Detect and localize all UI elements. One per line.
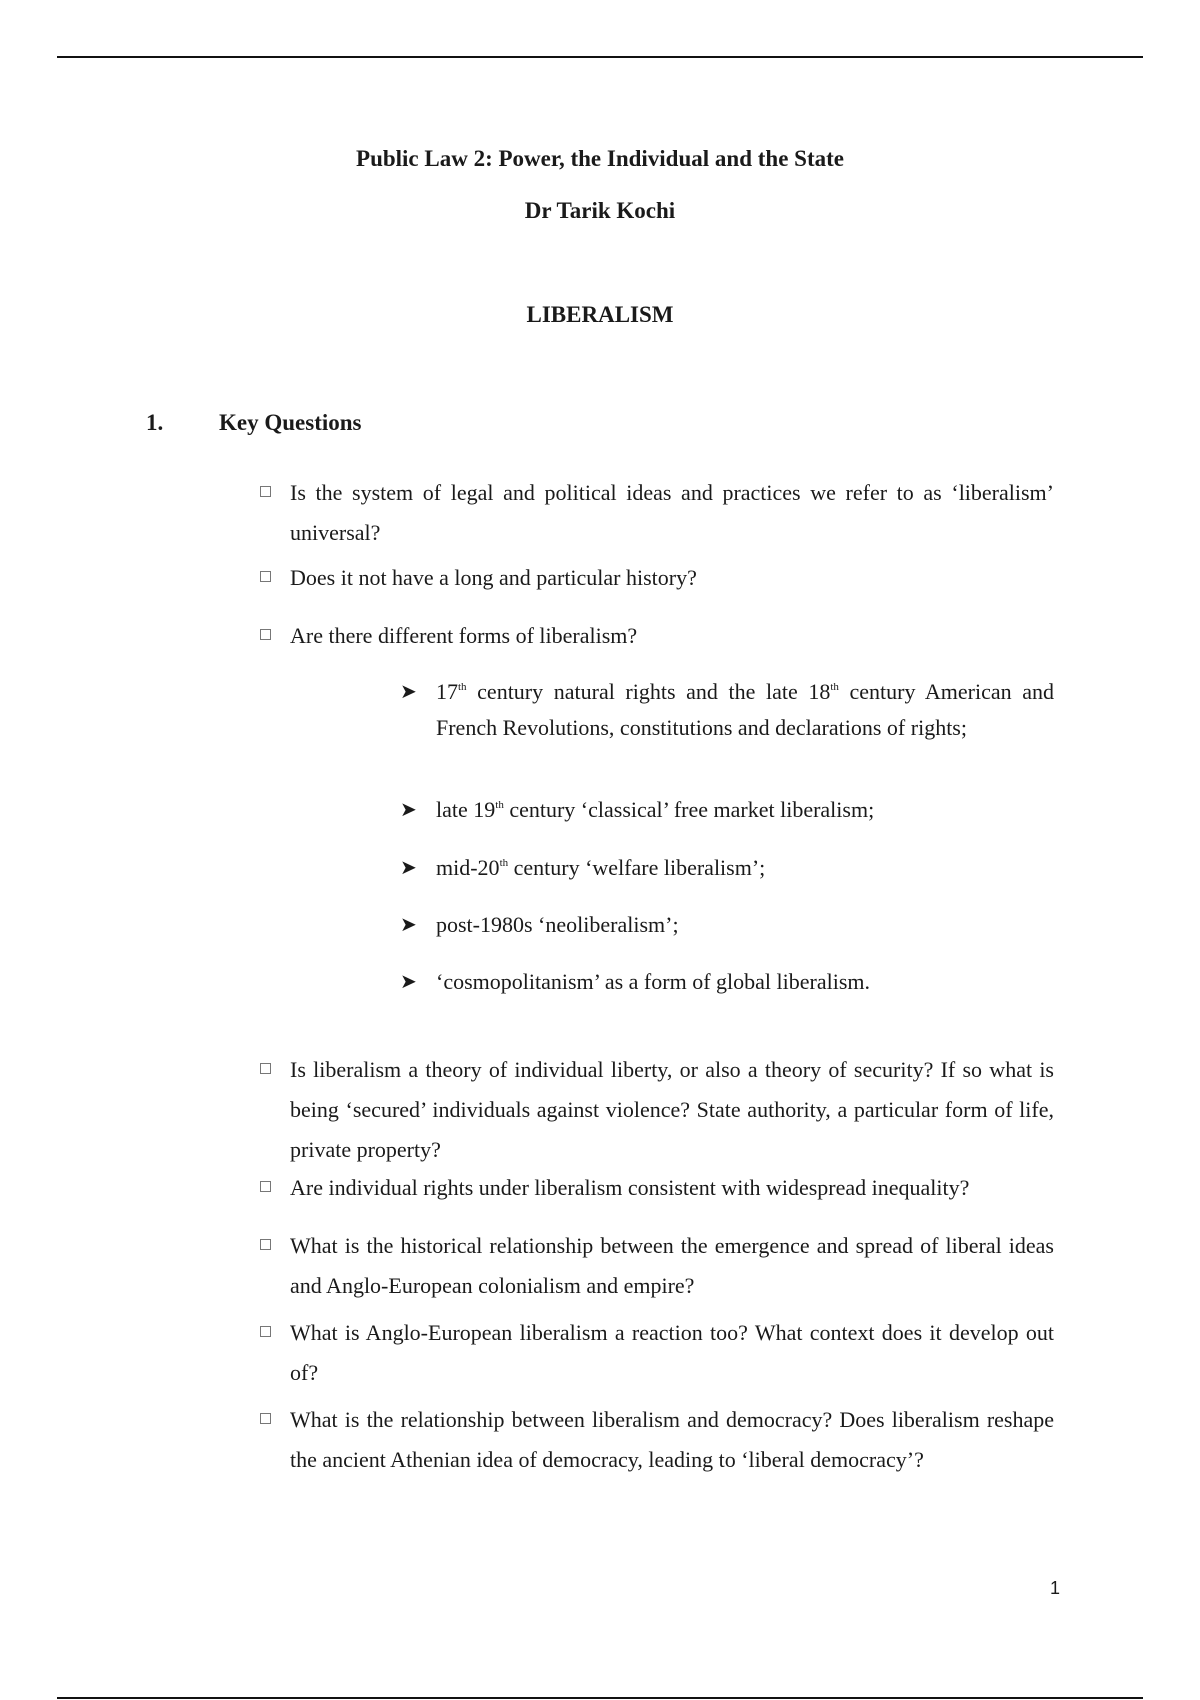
arrowhead-bullet-icon: ➤ [400,857,417,879]
question-item: What is the historical relationship between the emergence and spread of liberal ideas and Anglo-European colonialism and empire? [290,1233,1054,1298]
checkbox-icon [260,1181,271,1192]
checkbox-icon [260,571,271,582]
arrowhead-bullet-icon: ➤ [400,799,417,821]
question-item: Are there different forms of liberalism? [290,623,638,648]
arrowhead-bullet-icon: ➤ [400,971,417,993]
arrowhead-bullet-icon: ➤ [400,681,417,703]
question-item: What is Anglo-European liberalism a reaction too? What context does it develop out of? [290,1320,1054,1385]
question-item: Is liberalism a theory of individual liberty, or also a theory of security? If so what is being ‘secured’ individuals against violence? State authority, a particular form of life, private property? [290,1057,1054,1162]
form-item: 17th century natural rights and the late 18th century American and French Revolutions, constitutions and declarations of rights; [436,679,1054,740]
document-title: Public Law 2: Power, the Individual and the State [356,146,844,171]
checkbox-icon [260,1063,271,1074]
section-number: 1. [146,410,164,435]
question-item: What is the relationship between liberalism and democracy? Does liberalism reshape the ancient Athenian idea of democracy, leading to ‘liberal democracy’? [290,1407,1054,1472]
form-item: ‘cosmopolitanism’ as a form of global liberalism. [436,969,870,994]
checkbox-icon [260,486,271,497]
form-item: post-1980s ‘neoliberalism’; [436,912,679,937]
checkbox-icon [260,629,271,640]
form-item: mid-20th century ‘welfare liberalism’; [436,855,766,880]
form-item: late 19th century ‘classical’ free market liberalism; [436,797,875,822]
header-rule [57,56,1143,58]
page-number: 1 [1049,1578,1060,1598]
footer-rule [57,1697,1143,1699]
section-heading-text: Key Questions [219,410,362,435]
section-title: LIBERALISM [526,302,674,327]
question-item: Are individual rights under liberalism consistent with widespread inequality? [290,1175,970,1200]
author-name: Dr Tarik Kochi [524,198,676,223]
question-item: Does it not have a long and particular history? [290,565,697,590]
question-item: Is the system of legal and political ideas and practices we refer to as ‘liberalism’ universal? [290,480,1054,545]
checkbox-icon [260,1413,271,1424]
checkbox-icon [260,1326,271,1337]
checkbox-icon [260,1239,271,1250]
arrowhead-bullet-icon: ➤ [400,914,417,936]
